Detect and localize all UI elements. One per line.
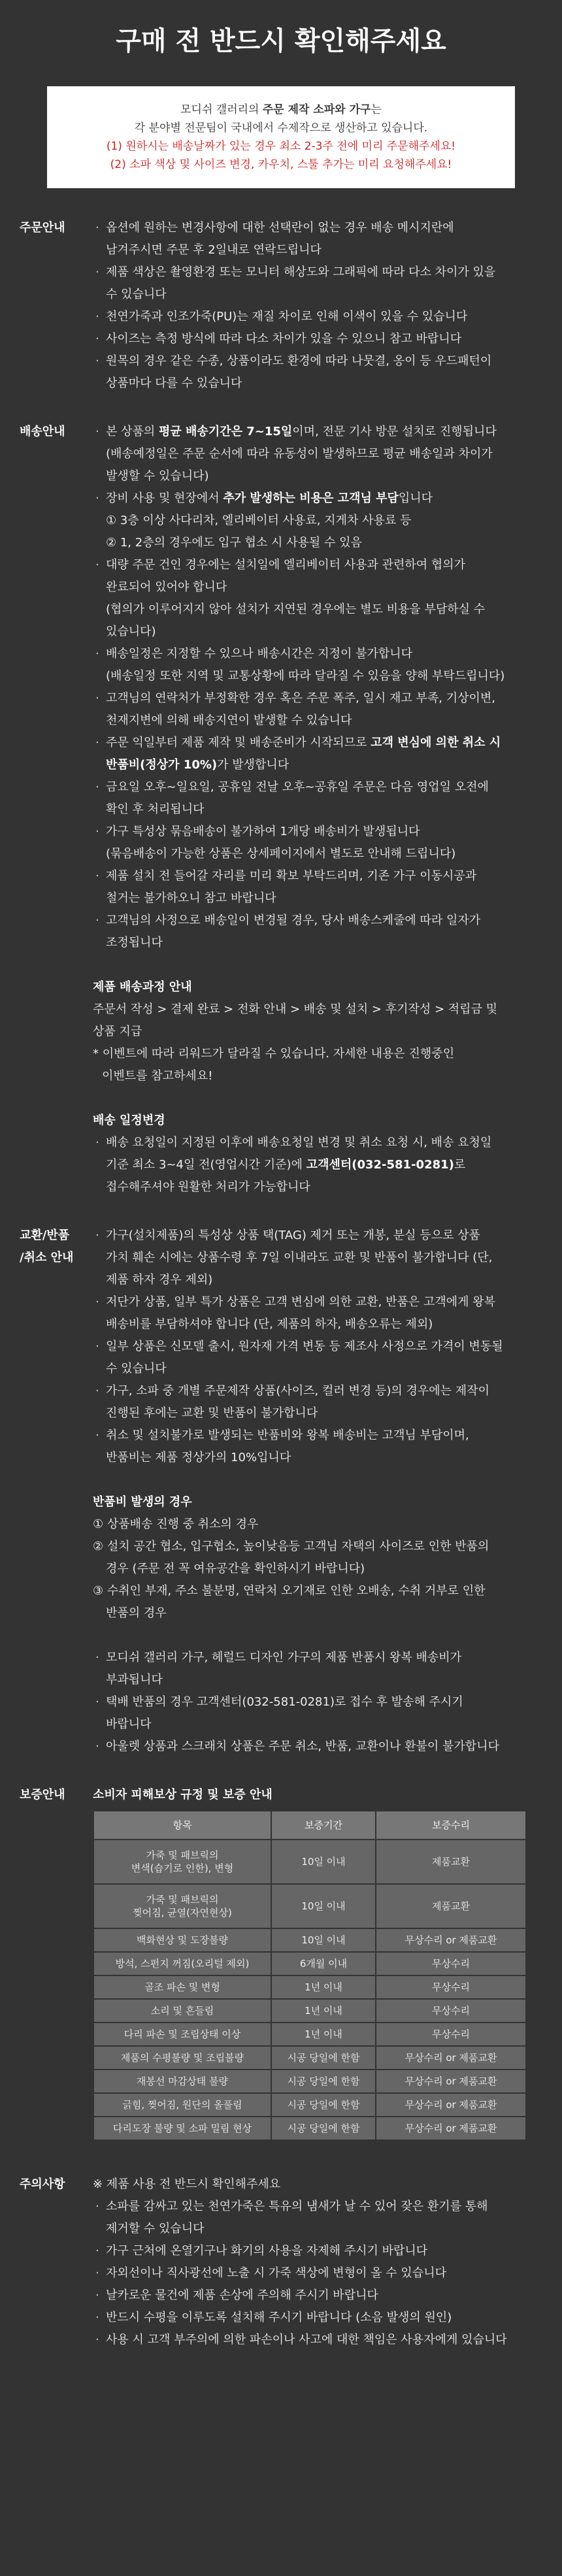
delivery-section — [0, 421, 562, 1198]
delivery-line: · 배송일정은 지정할 수 있으나 배송시간은 지정이 불가합니다 — [93, 643, 542, 665]
delivery-line: · 금요일 오후~일요일, 공휴일 전날 오후~공휴일 주문은 다음 영업일 오전에 — [93, 776, 542, 799]
return-fee-line: ② 설치 공간 협소, 입구협소, 높이낮음등 고객님 자택의 사이즈로 인한 반품의 — [93, 1540, 489, 1553]
delivery-line: (협의가 이루어지지 않아 설치가 지연된 경우에는 별도 비용을 부담하실 수 — [106, 603, 486, 616]
delivery-line: 완료되어 있어야 합니다 — [106, 580, 227, 594]
warranty-cell-period: 10일 이내 — [271, 1928, 376, 1952]
delivery-change-line: · 배송 요청일이 지정된 이후에 배송요청일 변경 및 취소 요청 시, 배송 요청일 — [93, 1132, 542, 1154]
warranty-cell-item: 백화현상 및 도장불량 — [93, 1928, 271, 1952]
returns-label: 교환/반품 /취소 안내 — [20, 1229, 74, 1264]
delivery-line: 확인 후 처리됩니다 — [106, 802, 205, 816]
delivery-process-line: 이벤트를 참고하세요! — [102, 1069, 213, 1083]
warranty-cell-repair: 무상수리 or 제품교환 — [376, 2093, 526, 2117]
returns-section — [0, 1225, 562, 1758]
warranty-table — [93, 1810, 527, 2141]
warranty-row — [93, 1975, 526, 1999]
delivery-line: · 대량 주문 건인 경우에는 설치일에 엘리베이터 사용과 관련하여 협의가 — [93, 554, 542, 576]
warranty-row — [93, 1928, 526, 1952]
warranty-cell-repair: 제품교환 — [376, 1840, 526, 1884]
delivery-line: · 본 상품의 평균 배송기간은 7~15일이며, 전문 기사 방문 설치로 진행됩니다 — [93, 421, 542, 443]
returns-line: 제품 하자 경우 제외) — [106, 1273, 213, 1287]
caution-line: · 가구 근처에 온열기구나 화기의 사용을 자제해 주시기 바랍니다 — [93, 2240, 542, 2262]
warranty-cell-period: 10일 이내 — [271, 1884, 376, 1928]
page-title: 구매 전 반드시 확인해주세요 — [116, 26, 446, 56]
delivery-line: 조정됩니다 — [106, 936, 163, 949]
warranty-row — [93, 2093, 526, 2117]
delivery-line: · 고객님의 사정으로 배송일이 변경될 경우, 당사 배송스케줄에 따라 일자가 — [93, 910, 542, 932]
returns-line: 배송비를 부담하셔야 합니다 (단, 제품의 하자, 배송오류는 제외) — [106, 1317, 433, 1331]
caution-line: · 소파를 감싸고 있는 천연가죽은 특유의 냄새가 날 수 있어 잦은 환기를 통해 — [93, 2196, 542, 2218]
warranty-header-row — [93, 1811, 526, 1840]
warranty-cell-period: 1년 이내 — [271, 2023, 376, 2046]
warranty-cell-item: 소리 및 흔들림 — [93, 1999, 271, 2023]
warranty-label: 보증안내 — [20, 1788, 65, 1802]
warranty-cell-item: 재봉선 마감상태 불량 — [93, 2070, 271, 2093]
warranty-row — [93, 1999, 526, 2023]
warranty-row — [93, 2117, 526, 2140]
warranty-cell-period: 1년 이내 — [271, 1999, 376, 2023]
caution-line: · 자외선이나 직사광선에 노출 시 가죽 색상에 변형이 올 수 있습니다 — [93, 2262, 542, 2285]
delivery-line: 발생할 수 있습니다) — [106, 469, 209, 483]
order-line: 수 있습니다 — [106, 288, 167, 301]
return-fee-line: ① 상품배송 진행 중 취소의 경우 — [93, 1517, 259, 1531]
caution-label: 주의사항 — [20, 2177, 65, 2191]
order-line: 상품마다 다를 수 있습니다 — [106, 376, 242, 390]
warranty-body — [93, 1784, 542, 2141]
notice-line-1: 모디쉬 갤러리의 주문 제작 소파와 가구는 — [180, 103, 382, 116]
delivery-line: 천재지변에 의해 배송지연이 발생할 수 있습니다 — [106, 714, 352, 727]
return-fee-line: ③ 수취인 부재, 주소 불분명, 연락처 오기재로 인한 오배송, 수취 거부로 인한 — [93, 1584, 486, 1598]
order-line: 남겨주시면 주문 후 2일내로 연락드립니다 — [106, 243, 322, 257]
warranty-cell-period: 1년 이내 — [271, 1975, 376, 1999]
returns-misc-line: · 택배 반품의 경우 고객센터(032-581-0281)로 접수 후 발송해 주시기 — [93, 1691, 542, 1713]
warranty-row — [93, 2046, 526, 2070]
warranty-cell-repair: 제품교환 — [376, 1884, 526, 1928]
warranty-cell-repair: 무상수리 — [376, 2023, 526, 2046]
delivery-line: (묶음배송이 가능한 상품은 상세페이지에서 별도로 안내해 드립니다) — [106, 847, 456, 861]
returns-misc-line: · 모디쉬 갤러리 가구, 헤럴드 디자인 가구의 제품 반품시 왕복 배송비가 — [93, 1647, 542, 1669]
return-fee-line: 반품의 경우 — [106, 1606, 167, 1620]
order-section — [0, 217, 562, 395]
order-line: · 원목의 경우 같은 수종, 상품이라도 환경에 따라 나뭇결, 옹이 등 우드패턴이 — [93, 350, 542, 372]
warranty-section — [0, 1784, 562, 2141]
return-fee-line: 경우 (주문 전 꼭 여유공간을 확인하시기 바랍니다) — [106, 1562, 365, 1576]
returns-line: · 가구, 소파 중 개별 주문제작 상품(사이즈, 컬러 변경 등)의 경우에는 제작이 — [93, 1380, 542, 1402]
delivery-label: 배송안내 — [20, 425, 65, 438]
delivery-line: ② 1, 2층의 경우에도 입구 협소 시 사용될 수 있음 — [106, 536, 362, 550]
caution-section — [0, 2173, 562, 2351]
notice-box — [47, 86, 515, 188]
caution-line: · 사용 시 고객 부주의에 의한 파손이나 사고에 대한 책임은 사용자에게 있습니다 — [93, 2329, 542, 2351]
returns-line: 가치 훼손 시에는 상품수령 후 7일 이내라도 교환 및 반품이 불가합니다 (단, — [106, 1251, 493, 1264]
delivery-line: 반품비(정상가 10%)가 발생합니다 — [106, 758, 289, 772]
warranty-cell-period: 6개월 이내 — [271, 1952, 376, 1975]
warranty-cell-period: 10일 이내 — [271, 1840, 376, 1884]
warranty-cell-item: 가죽 및 패브릭의 찢어짐, 균열(자연현상) — [93, 1884, 271, 1928]
warranty-cell-period: 시공 당일에 한함 — [271, 2117, 376, 2140]
warranty-cell-item: 다리 파손 및 조립상태 이상 — [93, 2023, 271, 2046]
warranty-cell-repair: 무상수리 — [376, 1999, 526, 2023]
delivery-change-line: 기준 최소 3~4일 전(영업시간 기준)에 고객센터(032-581-0281)로 — [106, 1158, 466, 1172]
warranty-cell-repair: 무상수리 or 제품교환 — [376, 2070, 526, 2093]
warranty-col-item: 항목 — [93, 1811, 271, 1840]
delivery-change-heading: 배송 일정변경 — [93, 1114, 165, 1127]
order-label: 주문안내 — [20, 221, 65, 235]
order-line: · 옵션에 원하는 변경사항에 대한 선택란이 없는 경우 배송 메시지란에 — [93, 217, 542, 239]
warranty-cell-item: 긁힘, 찢어짐, 원단의 올풀림 — [93, 2093, 271, 2117]
warranty-cell-repair: 무상수리 or 제품교환 — [376, 2046, 526, 2070]
delivery-line: 있습니다) — [106, 625, 156, 638]
warranty-cell-period: 시공 당일에 한함 — [271, 2046, 376, 2070]
warranty-row — [93, 2070, 526, 2093]
warranty-cell-item: 제품의 수평불량 및 조립불량 — [93, 2046, 271, 2070]
order-line: · 사이즈는 측정 방식에 따라 다소 차이가 있을 수 있으니 참고 바랍니다 — [93, 328, 542, 350]
warranty-row — [93, 1884, 526, 1928]
delivery-process-line: 상품 지급 — [93, 1025, 142, 1038]
warranty-cell-period: 시공 당일에 한함 — [271, 2070, 376, 2093]
returns-line: 진행된 후에는 교환 및 반품이 불가합니다 — [106, 1406, 318, 1420]
warranty-heading: 소비자 피해보상 규정 및 보증 안내 — [93, 1788, 273, 1802]
returns-misc-line: · 아울렛 상품과 스크래치 상품은 주문 취소, 반품, 교환이나 환불이 불가합니다 — [93, 1736, 542, 1758]
delivery-body — [93, 421, 542, 1198]
caution-line: · 날카로운 물건에 제품 손상에 주의해 주시기 바랍니다 — [93, 2285, 542, 2307]
caution-line: 제거할 수 있습니다 — [106, 2222, 205, 2236]
warranty-row — [93, 1952, 526, 1975]
caution-heading: ※ 제품 사용 전 반드시 확인해주세요 — [93, 2177, 281, 2191]
delivery-process-line: 주문서 작성 > 결제 완료 > 전화 안내 > 배송 및 설치 > 후기작성 > 적립금 및 — [93, 1002, 498, 1016]
order-body — [93, 217, 542, 395]
warranty-cell-repair: 무상수리 or 제품교환 — [376, 1928, 526, 1952]
returns-line: · 가구(설치제품)의 특성상 상품 택(TAG) 제거 또는 개봉, 분실 등으로 상품 — [93, 1225, 542, 1247]
returns-body — [93, 1225, 542, 1758]
delivery-line: (배송일정 또한 지역 및 교통상황에 따라 달라질 수 있음을 양해 부탁드립니다) — [106, 669, 505, 683]
delivery-line: 철거는 불가하오니 참고 바랍니다 — [106, 891, 276, 905]
returns-misc-line: 부과됩니다 — [106, 1673, 163, 1687]
delivery-process-heading: 제품 배송과정 안내 — [93, 980, 192, 994]
delivery-change-line: 접수해주셔야 원활한 처리가 가능합니다 — [106, 1180, 310, 1194]
delivery-line: · 고객님의 연락처가 부정확한 경우 혹은 주문 폭주, 일시 재고 부족, 기상이변, — [93, 687, 542, 710]
warranty-cell-period: 시공 당일에 한함 — [271, 2093, 376, 2117]
warranty-col-period: 보증기간 — [271, 1811, 376, 1840]
notice-line-3: (1) 원하시는 배송날짜가 있는 경우 최소 2-3주 전에 미리 주문해주세요! — [106, 140, 456, 153]
delivery-line: · 가구 특성상 묶음배송이 불가하여 1개당 배송비가 발생됩니다 — [93, 821, 542, 843]
order-line: · 제품 색상은 촬영환경 또는 모니터 해상도와 그래픽에 따라 다소 차이가 있을 — [93, 261, 542, 284]
warranty-row — [93, 1840, 526, 1884]
warranty-cell-item: 방석, 스펀지 꺼짐(오리털 제외) — [93, 1952, 271, 1975]
warranty-col-repair: 보증수리 — [376, 1811, 526, 1840]
delivery-process-line: * 이벤트에 따라 리워드가 달라질 수 있습니다. 자세한 내용은 진행중인 — [93, 1047, 455, 1061]
warranty-cell-repair: 무상수리 or 제품교환 — [376, 2117, 526, 2140]
warranty-cell-item: 가죽 및 패브릭의 변색(습기로 인한), 변형 — [93, 1840, 271, 1884]
delivery-line: ① 3층 이상 사다리차, 엘리베이터 사용료, 지게차 사용료 등 — [106, 514, 412, 527]
returns-line: 반품비는 제품 정상가의 10%입니다 — [106, 1451, 291, 1464]
delivery-line: · 제품 설치 전 들어갈 자리를 미리 확보 부탁드리며, 기존 가구 이동시공과 — [93, 865, 542, 887]
delivery-line: · 주문 익일부터 제품 제작 및 배송준비가 시작되므로 고객 변심에 의한 취소 시 — [93, 732, 542, 754]
warranty-row — [93, 2023, 526, 2046]
notice-line-2: 각 분야별 전문팀이 국내에서 수제작으로 생산하고 있습니다. — [134, 122, 428, 135]
warranty-cell-item: 골조 파손 및 변형 — [93, 1975, 271, 1999]
notice-line-4: (2) 소파 색상 및 사이즈 변경, 카우치, 스툴 추가는 미리 요청해주세요! — [110, 158, 452, 171]
caution-line: · 반드시 수평을 이루도록 설치해 주시기 바랍니다 (소음 발생의 원인) — [93, 2307, 542, 2329]
returns-misc-line: 바랍니다 — [106, 1717, 152, 1731]
warranty-cell-item: 다리도장 불량 및 소파 밀림 현상 — [93, 2117, 271, 2140]
return-fee-heading: 반품비 발생의 경우 — [93, 1495, 192, 1509]
warranty-cell-repair: 무상수리 — [376, 1975, 526, 1999]
returns-line: 수 있습니다 — [106, 1362, 167, 1376]
returns-line: · 일부 상품은 신모델 출시, 원자재 가격 변동 등 제조사 사정으로 가격이 변동될 — [93, 1336, 542, 1358]
caution-body — [93, 2173, 542, 2351]
delivery-line: (배송예정일은 주문 순서에 따라 유동성이 발생하므로 평균 배송일과 차이가 — [106, 447, 493, 461]
warranty-cell-repair: 무상수리 — [376, 1952, 526, 1975]
order-line: · 천연가죽과 인조가죽(PU)는 재질 차이로 인해 이색이 있을 수 있습니다 — [93, 306, 542, 328]
returns-line: · 저단가 상품, 일부 특가 상품은 고객 변심에 의한 교환, 반품은 고객에게 왕복 — [93, 1291, 542, 1313]
delivery-line: · 장비 사용 및 현장에서 추가 발생하는 비용은 고객님 부담입니다 — [93, 487, 542, 510]
returns-line: · 취소 및 설치불가로 발생되는 반품비와 왕복 배송비는 고객님 부담이며, — [93, 1425, 542, 1447]
